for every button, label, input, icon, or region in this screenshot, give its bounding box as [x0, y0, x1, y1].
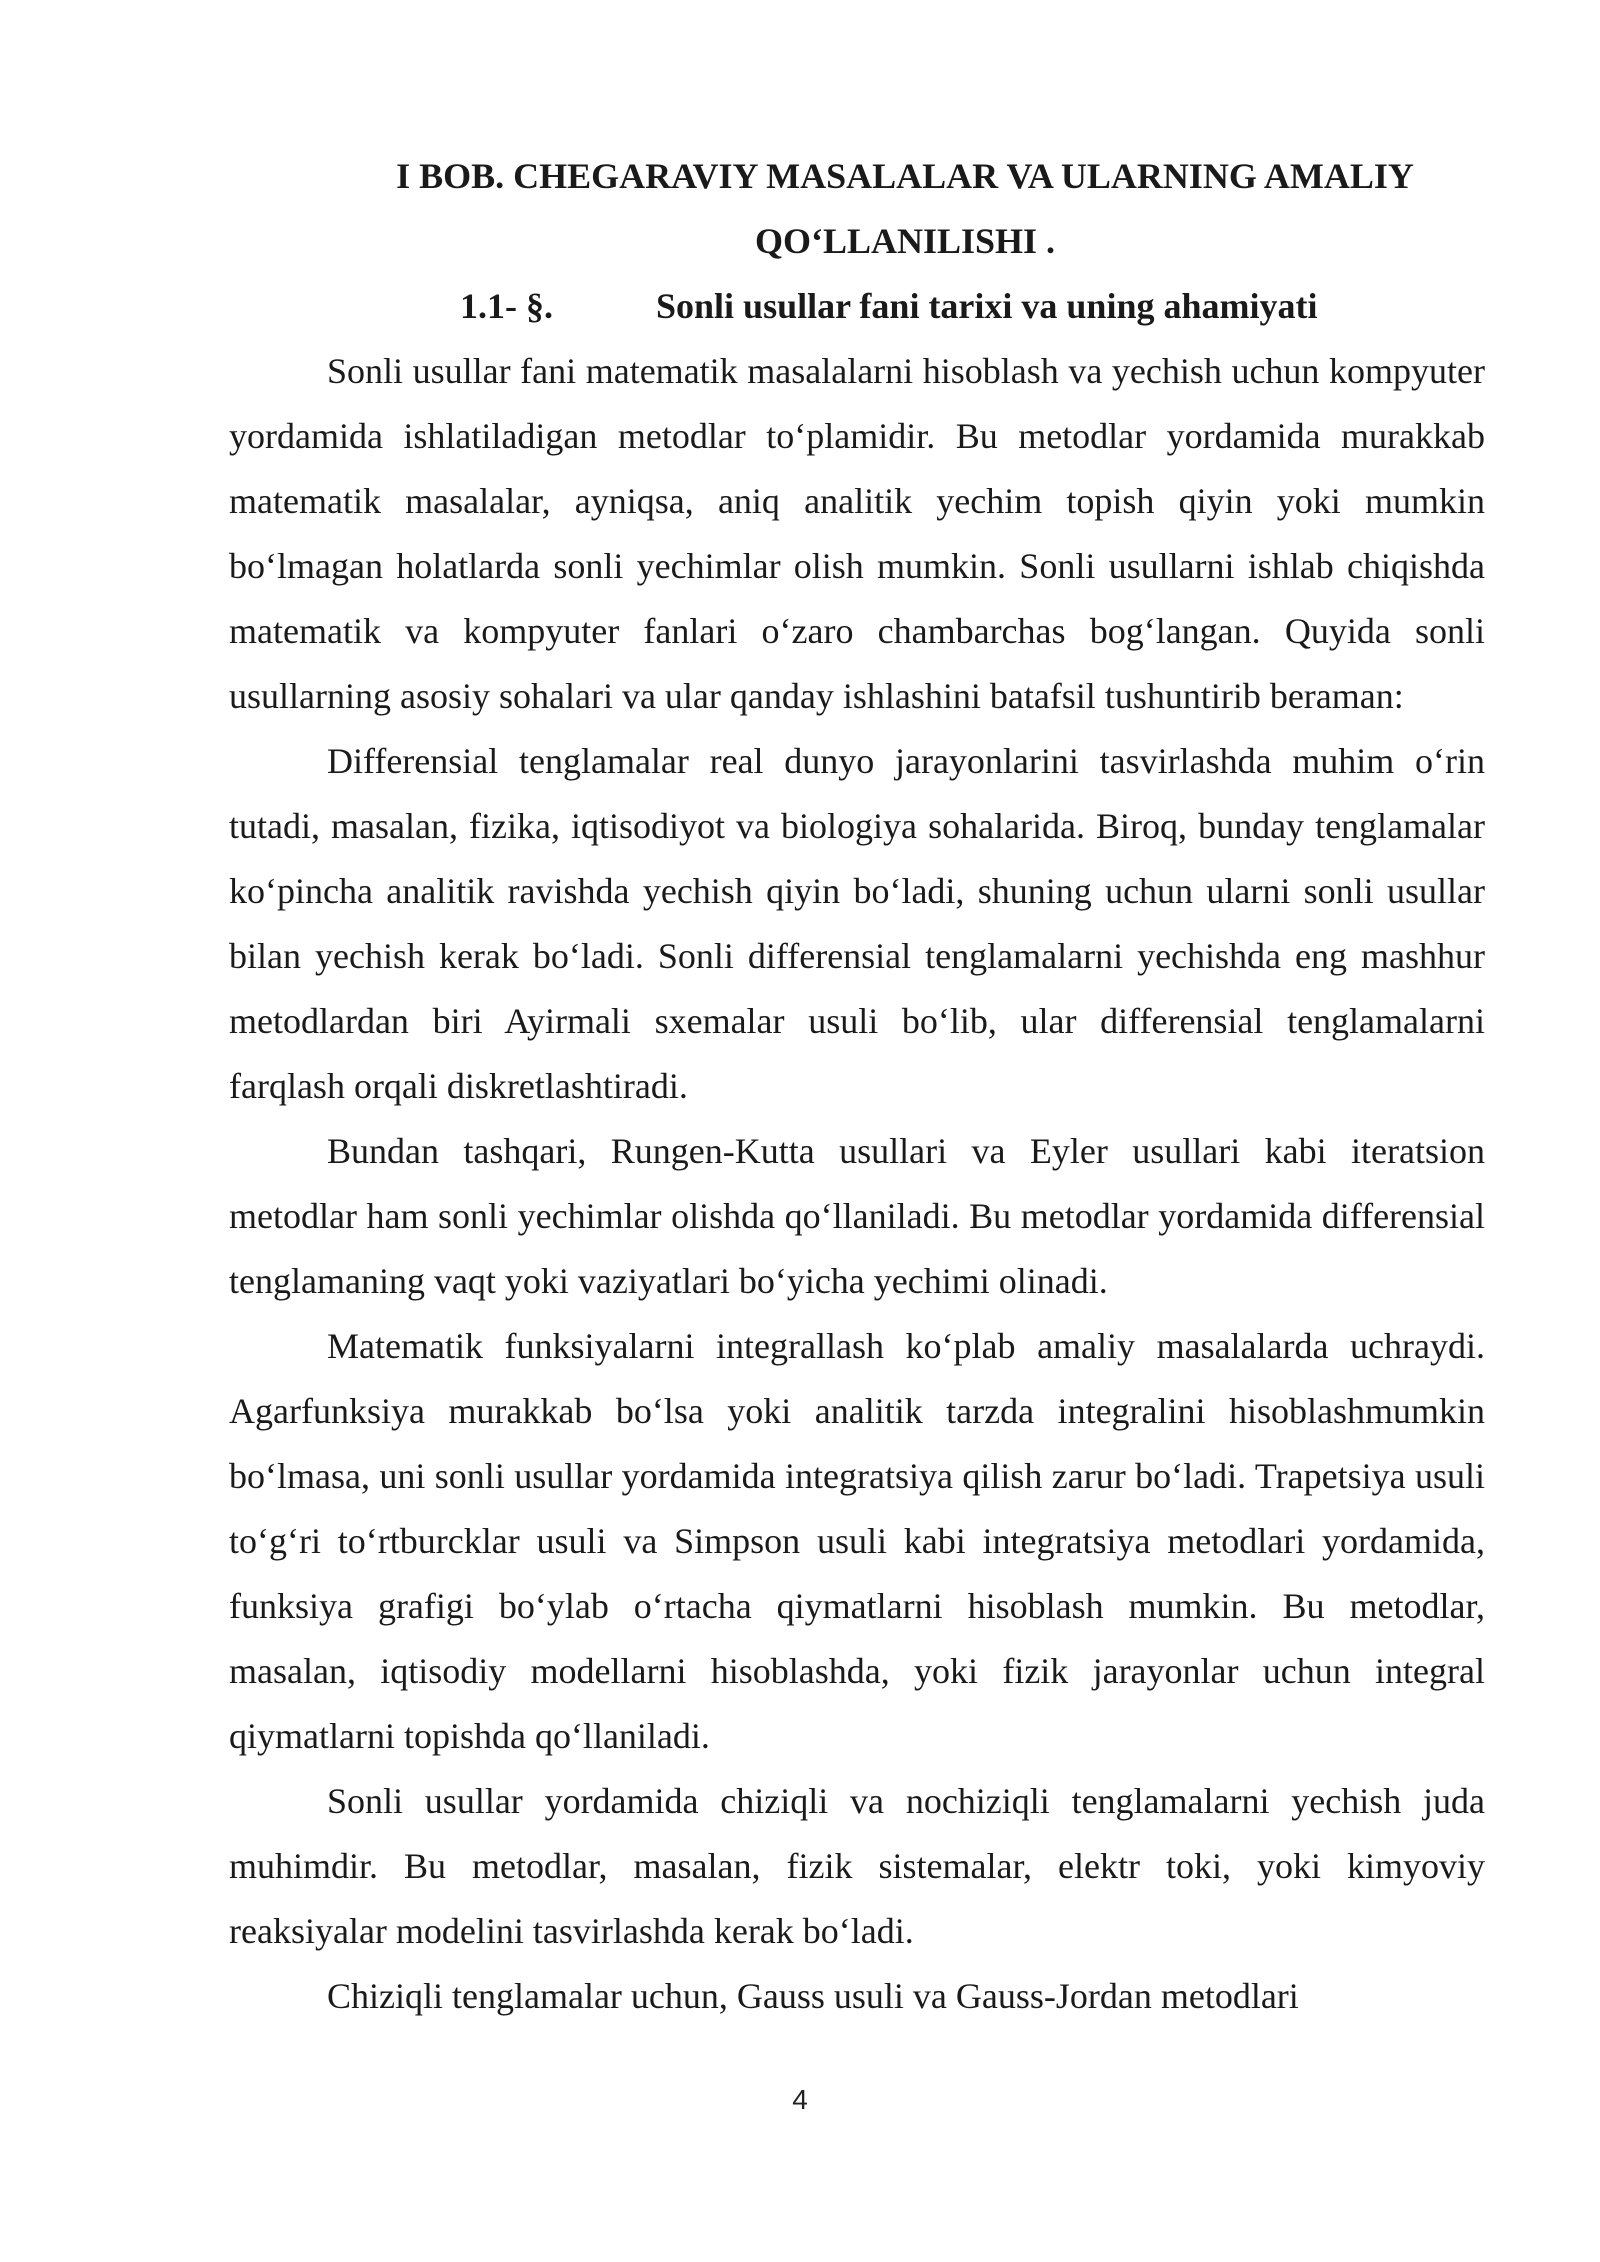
paragraph: Bundan tashqari, Rungen-Kutta usullari va Eyler usullari kabi iteratsion metodlar ham sonli yechimlar olishda qo‘llaniladi. Bu metodlar yordamida differensial tenglamaning vaqt yoki vaziyatlari bo‘yicha yechimi olinadi.: [229, 1131, 1485, 1301]
section-number: 1.1- §.: [460, 286, 553, 326]
body-text: [229, 339, 1485, 2029]
chapter-title-line-1: I BOB. CHEGARAVIY MASALALAR VA ULARNING AMALIY: [396, 156, 1414, 196]
chapter-title: [330, 144, 1480, 274]
page-number: 4: [792, 2084, 808, 2115]
chapter-title-line-2: QO‘LLANILISHI .: [754, 221, 1056, 261]
paragraph: Sonli usullar fani matematik masalalarni hisoblash va yechish uchun kompyuter yordamida ishlatiladigan metodlar to‘plamidir. Bu metodlar yordamida murakkab matematik masalalar, ayniqsa, aniq analitik yechim topish qiyin yoki mumkin bo‘lmagan holatlarda sonli yechimlar olish mumkin. Sonli usullarni ishlab chiqishda matematik va kompyuter fanlari o‘zaro chambarchas bog‘langan. Quyida sonli usullarning asosiy sohalari va ular qanday ishlashini batafsil tushuntirib beraman:: [229, 351, 1485, 716]
section-heading: [460, 274, 1317, 339]
paragraph: Sonli usullar yordamida chiziqli va nochiziqli tenglamalarni yechish juda muhimdir. Bu metodlar, masalan, fizik sistemalar, elektr toki, yoki kimyoviy reaksiyalar modelini tasvirlashda kerak bo‘ladi.: [229, 1781, 1485, 1951]
paragraph: Differensial tenglamalar real dunyo jarayonlarini tasvirlashda muhim o‘rin tutadi, masalan, fizika, iqtisodiyot va biologiya sohalarida. Biroq, bunday tenglamalar ko‘pincha analitik ravishda yechish qiyin bo‘ladi, shuning uchun ularni sonli usullar bilan yechish kerak bo‘ladi. Sonli differensial tenglamalarni yechishda eng mashhur metodlardan biri Ayirmali sxemalar usuli bo‘lib, ular differensial tenglamalarni farqlash orqali diskretlashtiradi.: [229, 741, 1485, 1106]
paragraph: Chiziqli tenglamalar uchun, Gauss usuli va Gauss-Jordan metodlari: [327, 1976, 1299, 2016]
section-title: Sonli usullar fani tarixi va uning ahamiyati: [656, 286, 1318, 326]
paragraph: Matematik funksiyalarni integrallash ko‘plab amaliy masalalarda uchraydi. Agarfunksiya murakkab bo‘lsa yoki analitik tarzda integralini hisoblashmumkin bo‘lmasa, uni sonli usullar yordamida integratsiya qilish zarur bo‘ladi. Trapetsiya usuli to‘g‘ri to‘rtburcklar usuli va Simpson usuli kabi integratsiya metodlari yordamida, funksiya grafigi bo‘ylab o‘rtacha qiymatlarni hisoblash mumkin. Bu metodlar, masalan, iqtisodiy modellarni hisoblashda, yoki fizik jarayonlar uchun integral qiymatlarni topishda qo‘llaniladi.: [229, 1326, 1485, 1756]
